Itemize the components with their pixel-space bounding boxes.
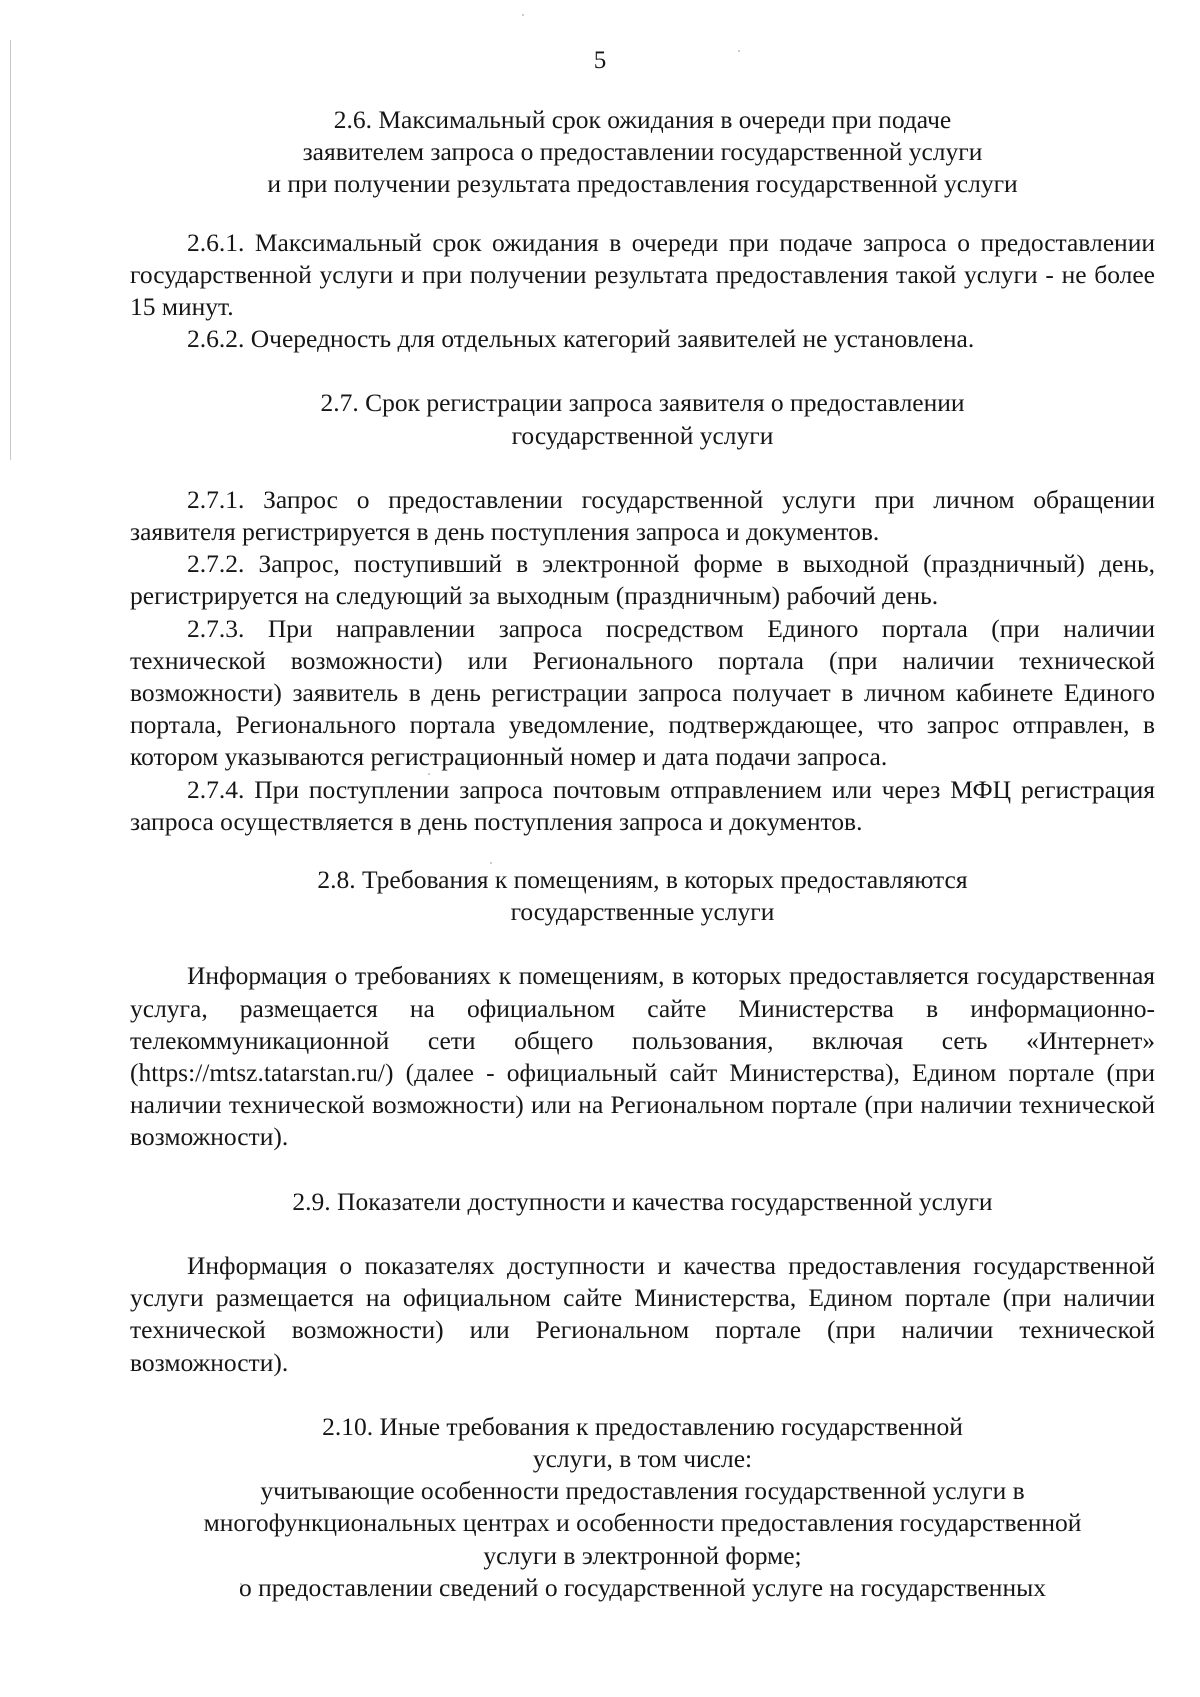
heading-line: услуги в электронной форме; bbox=[483, 1540, 802, 1570]
heading-line: и при получении результата предоставления государственной услуги bbox=[267, 169, 1018, 199]
heading-line: 2.7. Срок регистрации запроса заявителя о предоставлении bbox=[320, 388, 965, 418]
heading-line: многофункциональных центрах и особенности предоставления государственной bbox=[203, 1508, 1082, 1538]
paragraph-2-7-1: 2.7.1. Запрос о предоставлении государственной услуги при личном обращении заявителя регистрируется в день поступления запроса и документов. bbox=[130, 484, 1155, 547]
section-heading-2-8 bbox=[130, 864, 1155, 928]
scan-edge-line bbox=[10, 40, 11, 460]
paragraph-2-7-4: 2.7.4. При поступлении запроса почтовым отправлением или через МФЦ регистрация запроса осуществляется в день поступления запроса и документов. bbox=[130, 774, 1155, 836]
heading-line: 2.8. Требования к помещениям, в которых предоставляются bbox=[317, 865, 968, 895]
section-heading-2-9 bbox=[130, 1186, 1155, 1218]
document-body bbox=[130, 104, 1155, 1604]
section-heading-2-10 bbox=[130, 1411, 1155, 1604]
heading-line: заявителем запроса о предоставлении государственной услуги bbox=[302, 137, 983, 167]
section-heading-2-6 bbox=[130, 104, 1155, 201]
heading-line: государственные услуги bbox=[510, 897, 775, 927]
heading-line: о предоставлении сведений о государственной услуге на государственных bbox=[239, 1572, 1046, 1602]
paragraph-2-7-2: 2.7.2. Запрос, поступивший в электронной форме в выходной (праздничный) день, регистрируется на следующий за выходным (праздничным) рабочий день. bbox=[130, 549, 1155, 611]
heading-line: 2.9. Показатели доступности и качества государственной услуги bbox=[292, 1186, 993, 1216]
paragraph-2-8: Информация о требованиях к помещениям, в которых предоставляется государственная услуга, размещается на официальном сайте Министерства в информационно-телекоммуникационной сети общего пользования, включая сеть «Интернет» (https://mtsz.tatarstan.ru/) (далее - официальный сайт Министерства), Едином портале (при наличии технической возможности) или на Региональном портале (при наличии технической возможности). bbox=[130, 961, 1155, 1152]
paragraph-2-6-2: 2.6.2. Очередность для отдельных категорий заявителей не установлена. bbox=[187, 324, 975, 354]
heading-line: учитывающие особенности предоставления государственной услуги в bbox=[260, 1476, 1025, 1506]
heading-line: государственной услуги bbox=[511, 420, 774, 450]
section-heading-2-7 bbox=[130, 387, 1155, 451]
heading-line: услуги, в том числе: bbox=[532, 1443, 753, 1473]
scan-speck bbox=[522, 14, 524, 16]
page-number: 5 bbox=[593, 47, 607, 74]
paragraph-2-9: Информация о показателях доступности и качества предоставления государственной услуги размещается на официальном сайте Министерства, Едином портале (при наличии технической возможности) или Региональном портале (при наличии технической возможности). bbox=[130, 1250, 1155, 1377]
paragraph-2-7-3: 2.7.3. При направлении запроса посредством Единого портала (при наличии технической возможности) или Регионального портала (при наличии технической возможности) заявитель в день регистрации запроса получает в личном кабинете Единого портала, Регионального портала уведомление, подтверждающее, что запрос отправлен, в котором указываются регистрационный номер и дата подачи запроса. bbox=[130, 613, 1155, 772]
heading-line: 2.10. Иные требования к предоставлению государственной bbox=[322, 1411, 963, 1441]
heading-line: 2.6. Максимальный срок ожидания в очереди при подаче bbox=[333, 105, 952, 134]
paragraph-2-6-1: 2.6.1. Максимальный срок ожидания в очереди при подаче запроса о предоставлении государственной услуги и при получении результата предоставления такой услуги - не более 15 минут. bbox=[130, 227, 1155, 322]
